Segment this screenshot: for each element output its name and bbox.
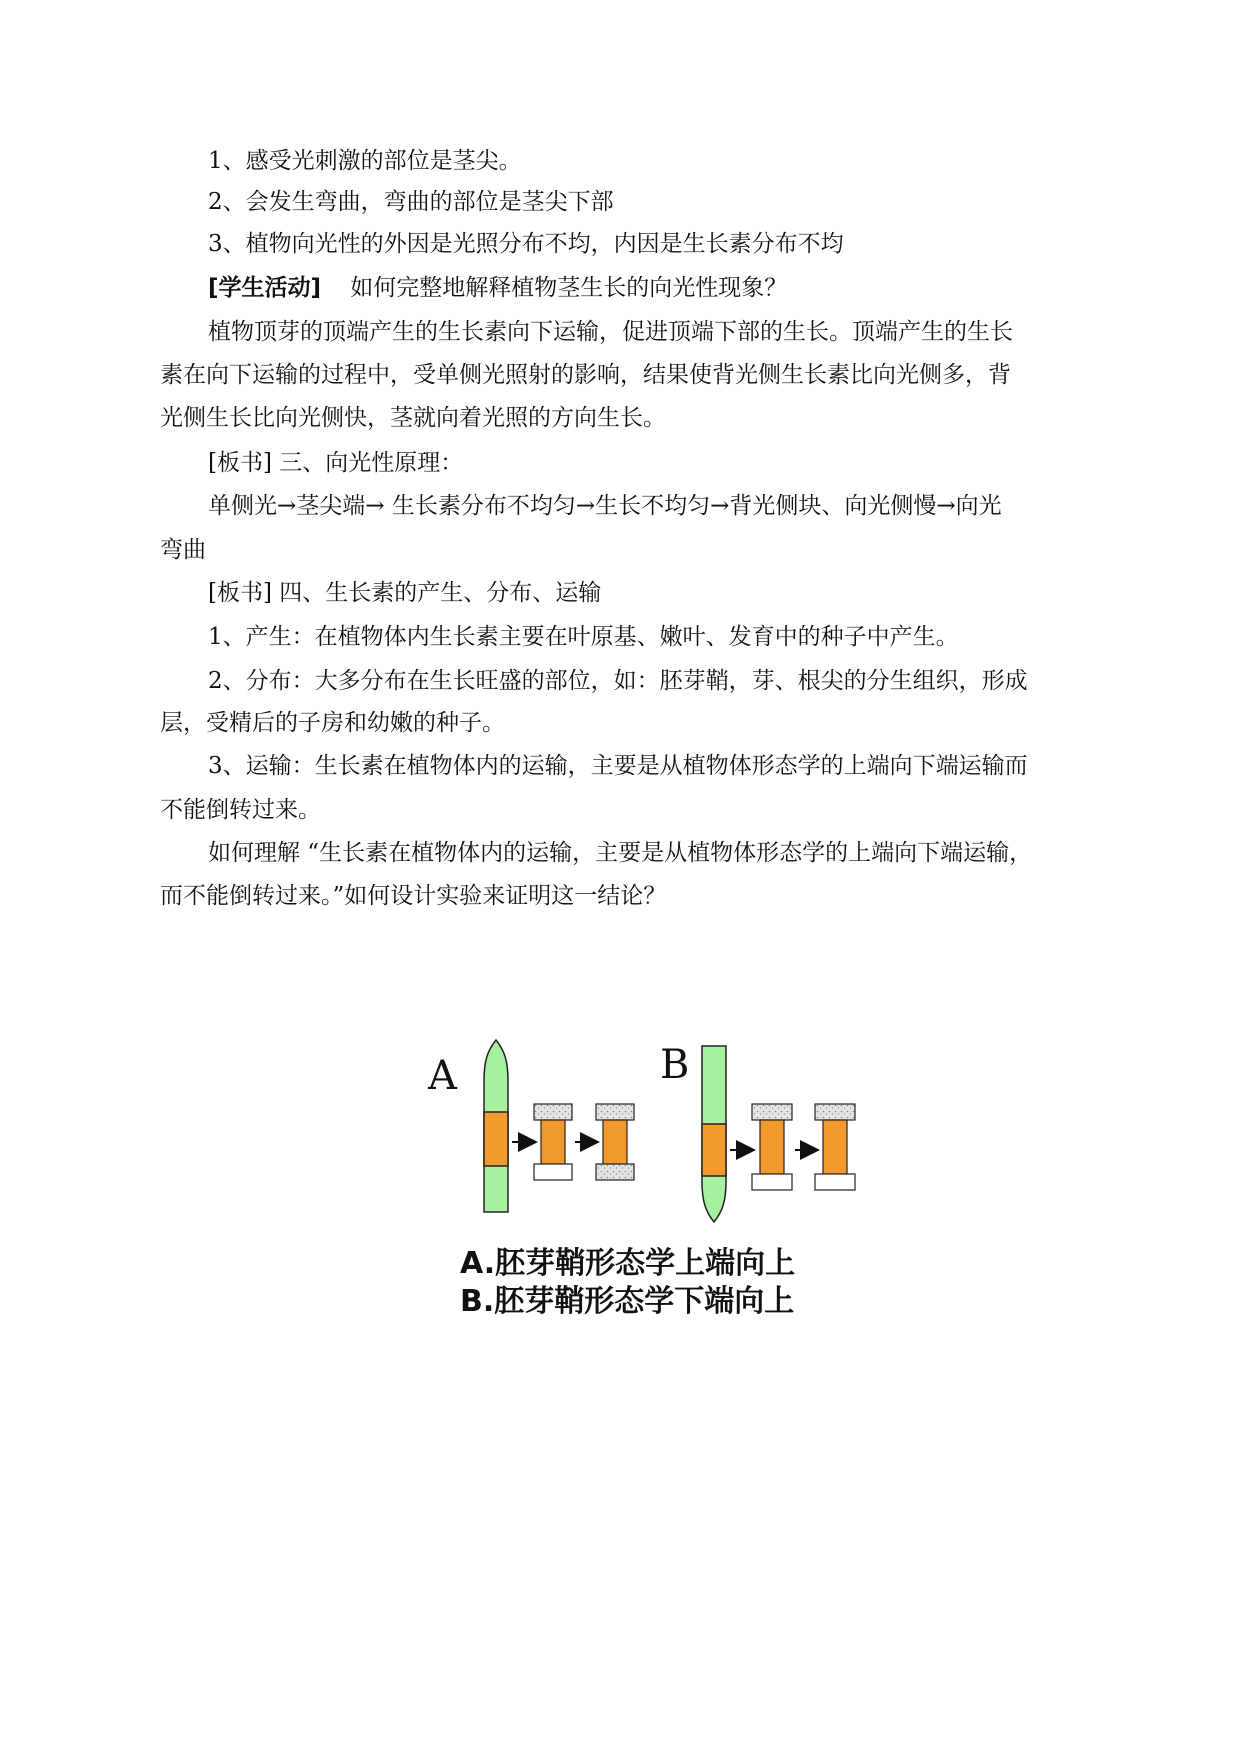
caption-a: A.胚芽鞘形态学上端向上 [460, 1246, 796, 1281]
distribution-line-2: 层，受精后的子房和幼嫩的种子。 [160, 710, 505, 736]
point-3: 3、植物向光性的外因是光照分布不均，内因是生长素分布不均 [208, 231, 844, 257]
student-activity [208, 273, 1090, 303]
principle-flow-1: 单侧光→茎尖端→ 生长素分布不均匀→生长不均匀→背光侧块、向光侧慢→向光 [208, 493, 1002, 519]
explanation-line-1: 植物顶芽的顶端产生的生长素向下运输，促进顶端下部的生长。顶端产生的生长 [208, 319, 1013, 345]
student-activity-question: 如何完整地解释植物茎生长的向光性现象？ [350, 275, 788, 301]
caption-b: B.胚芽鞘形态学下端向上 [460, 1284, 795, 1319]
transport-line-2: 不能倒转过来。 [160, 797, 321, 823]
distribution-line-1: 2、分布：大多分布在生长旺盛的部位，如：胚芽鞘，芽、根尖的分生组织，形成 [208, 668, 1028, 694]
question-line-1: 如何理解 “生长素在植物体内的运输，主要是从植物体形态学的上端向下端运输， [208, 840, 1033, 866]
explanation-line-3: 光侧生长比向光侧快，茎就向着光照的方向生长。 [160, 405, 666, 431]
point-2: 2、会发生弯曲，弯曲的部位是茎尖下部 [208, 189, 614, 215]
question-line-2: 而不能倒转过来。”如何设计实验来证明这一结论？ [160, 883, 667, 909]
production-line: 1、产生：在植物体内生长素主要在叶原基、嫩叶、发育中的种子中产生。 [208, 624, 959, 650]
label-a: A [428, 1053, 457, 1099]
explanation-line-2: 素在向下运输的过程中，受单侧光照射的影响，结果使背光侧生长素比向光侧多，背 [160, 362, 1011, 388]
board-note-3: [板书] 三、向光性原理： [208, 450, 464, 476]
student-activity-label: [学生活动] [208, 275, 322, 301]
label-b: B [660, 1042, 690, 1088]
principle-flow-2: 弯曲 [160, 537, 206, 563]
board-note-4: [板书] 四、生长素的产生、分布、运输 [208, 580, 602, 606]
point-1: 1、感受光刺激的部位是茎尖。 [208, 148, 522, 174]
transport-line-1: 3、运输：生长素在植物体内的运输，主要是从植物体形态学的上端向下端运输而 [208, 753, 1028, 779]
